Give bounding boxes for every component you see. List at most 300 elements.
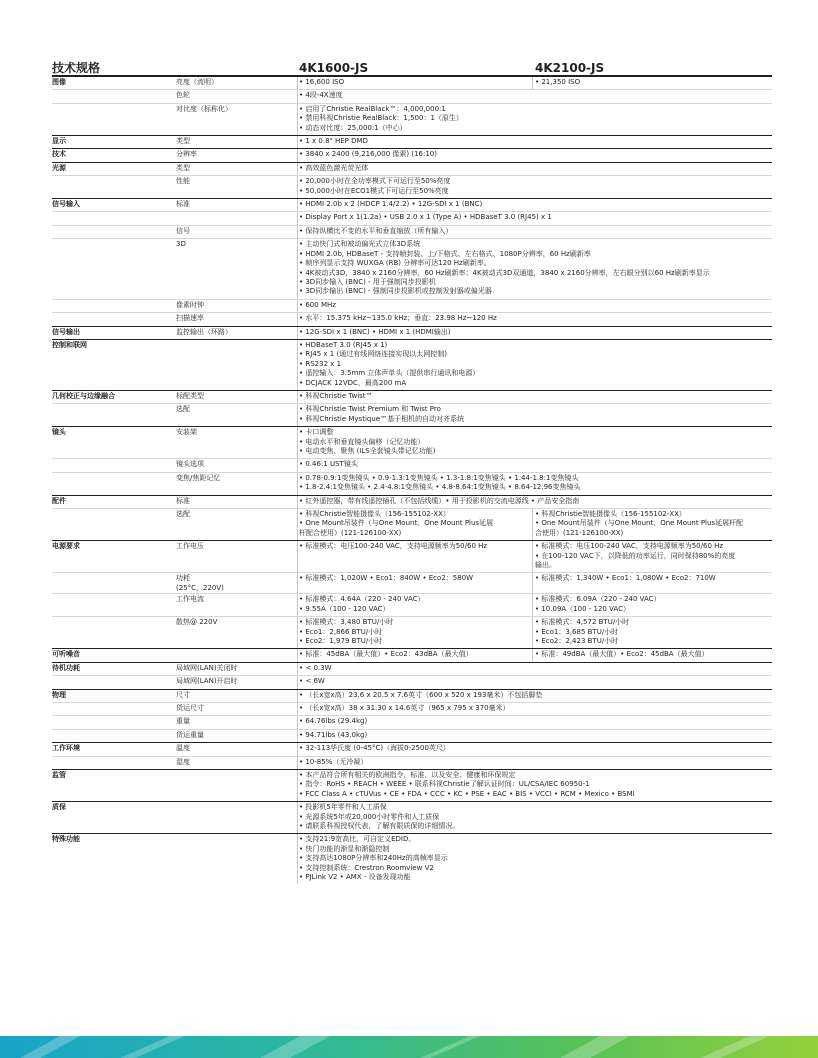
spec-value-shared xyxy=(297,663,772,675)
spec-subcategory xyxy=(176,743,297,755)
spec-value-shared xyxy=(297,676,772,688)
spec-row xyxy=(52,390,772,403)
spec-value-line: • 请联系科视授权代表，了解有限质保的详细情况。 xyxy=(299,822,460,830)
spec-subcategory xyxy=(176,199,297,211)
spec-values xyxy=(297,594,772,616)
spec-subcategory xyxy=(176,716,297,728)
spec-value-line: • 支持控制系统：Crestron Roomview V2 xyxy=(299,863,434,872)
spec-category: 控制和联网 xyxy=(52,340,87,349)
spec-subcategory-label: 亮度（流明） xyxy=(176,78,218,86)
spec-subcategory xyxy=(176,404,297,426)
spec-value-line: • RS232 x 1 xyxy=(299,359,342,368)
spec-value-line: • HDMI 2.0b x 2 (HDCP 1.4/2.2) • 12G-SDI x 1 (BNC) xyxy=(299,200,483,209)
spec-values xyxy=(297,239,772,298)
spec-value-shared xyxy=(297,703,772,715)
spec-subcategory-label: 信号 xyxy=(176,226,190,235)
spec-subcategory-label: 3D xyxy=(176,240,186,249)
spec-value-line: • < 6W xyxy=(299,677,325,686)
spec-values xyxy=(297,163,772,175)
spec-subcategory-label: 功耗 xyxy=(176,574,190,583)
spec-row xyxy=(52,616,772,648)
spec-row xyxy=(52,472,772,495)
spec-row xyxy=(52,211,772,224)
spec-value-line: • 电动水平和垂直镜头偏移（记忆功能） xyxy=(299,437,425,446)
spec-value-line: • 动态对比度：25,000:1（中心） xyxy=(299,123,407,132)
spec-row xyxy=(52,198,772,211)
spec-subcategory-label: 类型 xyxy=(176,137,190,146)
spec-subcategory-label: 标准 xyxy=(176,200,190,209)
model-1-heading: 4K1600-JS xyxy=(299,61,369,75)
spec-value-line: • Eco2：1,979 BTU/小时 xyxy=(299,636,383,645)
spec-subcategory xyxy=(176,427,297,458)
spec-subcategory-label: 货运重量 xyxy=(176,730,204,739)
spec-subcategory-label: 货运尺寸 xyxy=(176,703,204,712)
spec-subcategory xyxy=(176,676,297,688)
spec-value-line: • 94.71lbs (43.0kg) xyxy=(299,730,368,739)
spec-subcategory-label: 散热@ 220V xyxy=(176,618,218,627)
spec-category: 配件 xyxy=(52,496,66,505)
spec-value-line: 合使用）(121-126100-XX) xyxy=(535,528,624,537)
spec-value-shared xyxy=(297,104,772,135)
spec-row xyxy=(52,833,772,884)
spec-values xyxy=(297,459,772,471)
spec-category: 待机功耗 xyxy=(52,663,80,672)
spec-values xyxy=(297,663,772,675)
spec-values xyxy=(297,212,772,224)
spec-value-shared xyxy=(297,834,772,884)
spec-values xyxy=(297,834,772,884)
model-2-heading: 4K2100-JS xyxy=(535,61,605,75)
spec-subcategory xyxy=(176,226,297,238)
spec-value-model-1 xyxy=(297,617,532,648)
spec-category: 图像 xyxy=(52,78,66,86)
spec-value-line: • 1.8-2.4:1变焦镜头 • 2.4-4.8:1变焦镜头 • 4.8-8.64:1变焦镜头 • 8.64-12.96变焦镜头 xyxy=(299,483,581,492)
spec-subcategory xyxy=(176,104,297,135)
spec-subcategory xyxy=(176,730,297,742)
spec-values xyxy=(297,509,772,540)
spec-value-line: • 0.46:1 UST镜头 xyxy=(299,460,358,469)
spec-subcategory xyxy=(176,163,297,175)
spec-row xyxy=(52,225,772,238)
spec-category xyxy=(52,473,176,495)
spec-subcategory xyxy=(176,834,297,884)
spec-subcategory-label: 选配 xyxy=(176,510,190,519)
spec-value-line: • 科视Christie Twist Premium 和 Twist Pro xyxy=(299,405,441,414)
spec-subcategory xyxy=(176,541,297,572)
spec-row xyxy=(52,572,772,593)
spec-values xyxy=(297,541,772,572)
spec-value-line: • 标准模式：4.64A（220 - 240 VAC） xyxy=(299,595,425,604)
spec-value-shared xyxy=(297,757,772,769)
spec-subcategory xyxy=(176,149,297,161)
spec-category xyxy=(52,226,176,238)
spec-subcategory-label: 局域网(LAN)开启时 xyxy=(176,677,238,686)
spec-row xyxy=(52,508,772,540)
spec-value-line: • 投影机5年零件和人工质保 xyxy=(299,803,387,812)
spec-subcategory-label: 监控输出（环路） xyxy=(176,327,232,336)
spec-subcategory xyxy=(176,459,297,471)
spec-subcategory-label: 工作电压 xyxy=(176,542,204,551)
spec-row xyxy=(52,89,772,102)
spec-subcategory-label: 局域网(LAN)关闭时 xyxy=(176,663,238,672)
spec-subcategory xyxy=(176,802,297,833)
spec-value-line: • 标准模式：6.09A（220 - 240 VAC） xyxy=(535,595,661,604)
spec-value-line: • 标准模式：电压100-240 VAC，支持电源频率为50/60 Hz xyxy=(535,542,724,551)
spec-value-shared xyxy=(297,770,772,801)
spec-value-line: • 卡口调整 xyxy=(299,428,334,437)
footer-color-band xyxy=(0,1036,818,1058)
spec-subcategory-label: 工作电流 xyxy=(176,595,204,604)
spec-row xyxy=(52,403,772,426)
spec-value-line: • 12G-SDI x 1 (BNC) • HDMI x 1 (HDMI输出) xyxy=(299,327,451,336)
spec-value-shared xyxy=(297,496,772,508)
spec-value-shared xyxy=(297,340,772,390)
spec-values xyxy=(297,473,772,495)
spec-subcategory xyxy=(176,327,297,339)
spec-category: 可听噪音 xyxy=(52,650,80,659)
spec-subcategory xyxy=(176,594,297,616)
spec-values xyxy=(297,404,772,426)
spec-subcategory xyxy=(176,313,297,325)
spec-row xyxy=(52,162,772,175)
spec-value-model-1 xyxy=(297,541,532,572)
spec-category: 几何校正与边缘融合 xyxy=(52,391,115,400)
spec-values xyxy=(297,617,772,648)
spec-value-shared xyxy=(297,459,772,471)
spec-subcategory xyxy=(176,90,297,102)
spec-subcategory-label: 分辨率 xyxy=(176,150,197,159)
spec-row xyxy=(52,426,772,458)
spec-values xyxy=(297,149,772,161)
spec-value-shared xyxy=(297,743,772,755)
spec-subcategory xyxy=(176,212,297,224)
spec-subcategory xyxy=(176,77,297,89)
spec-subcategory xyxy=(176,770,297,801)
spec-row xyxy=(52,540,772,572)
spec-values xyxy=(297,757,772,769)
spec-row xyxy=(52,299,772,312)
spec-category: 电源要求 xyxy=(52,542,80,551)
spec-row xyxy=(52,312,772,325)
spec-row xyxy=(52,148,772,161)
spec-value-shared xyxy=(297,730,772,742)
spec-value-line: • 10.09A（100 - 120 VAC） xyxy=(535,604,630,613)
spec-row xyxy=(52,458,772,471)
spec-value-line: • 3D同步输出 (BNC) - 强制同步投影机或控制发射器或偏光器 xyxy=(299,287,492,296)
spec-value-shared xyxy=(297,391,772,403)
spec-category: 信号输入 xyxy=(52,200,80,209)
spec-value-line: • Eco2：2,423 BTU/小时 xyxy=(535,636,619,645)
spec-subcategory xyxy=(176,617,297,648)
spec-subcategory xyxy=(176,509,297,540)
spec-value-shared xyxy=(297,176,772,198)
spec-value-line: • 4段-4X速度 xyxy=(299,91,343,100)
spec-values xyxy=(297,676,772,688)
spec-category: 信号输出 xyxy=(52,327,80,336)
spec-subcategory xyxy=(176,496,297,508)
spec-row xyxy=(52,715,772,728)
spec-values xyxy=(297,104,772,135)
spec-subcategory-label: 扫描速率 xyxy=(176,314,204,323)
spec-subcategory xyxy=(176,340,297,390)
spec-values xyxy=(297,77,772,89)
spec-value-model-1 xyxy=(297,594,532,616)
spec-row xyxy=(52,339,772,390)
spec-value-line: • 高效蓝色激光荧光体 xyxy=(299,163,369,172)
spec-value-line: • 标准模式：电压100-240 VAC，支持电源频率为50/60 Hz xyxy=(299,542,488,551)
spec-value-model-2 xyxy=(532,509,772,540)
spec-category xyxy=(52,313,176,325)
spec-values xyxy=(297,770,772,801)
spec-row xyxy=(52,238,772,298)
spec-values xyxy=(297,327,772,339)
spec-category: 显示 xyxy=(52,137,66,146)
spec-value-model-2 xyxy=(532,77,772,89)
spec-row xyxy=(52,648,772,661)
spec-value-shared xyxy=(297,136,772,148)
spec-category xyxy=(52,617,176,648)
spec-value-line: • 标准模式：1,340W • Eco1：1,080W • Eco2：710W xyxy=(535,574,716,583)
spec-subcategory-label: 温度 xyxy=(176,744,190,753)
spec-value-shared xyxy=(297,226,772,238)
spec-subcategory xyxy=(176,473,297,495)
spec-value-line: • < 0.3W xyxy=(299,663,332,672)
spec-values xyxy=(297,90,772,102)
spec-row xyxy=(52,495,772,508)
spec-value-line: • 10-85%（无冷凝） xyxy=(299,757,368,766)
spec-value-line: • PJLink V2 • AMX - 设备发现功能 xyxy=(299,873,411,882)
spec-row xyxy=(52,662,772,675)
spec-values xyxy=(297,391,772,403)
spec-values xyxy=(297,496,772,508)
spec-values xyxy=(297,802,772,833)
spec-value-line: • 标准：49dBA（最大值）• Eco2：45dBA（最大值） xyxy=(535,650,709,659)
spec-value-shared xyxy=(297,199,772,211)
spec-value-line: • HDBaseT 3.0 (RJ45 x 1) xyxy=(299,340,388,349)
spec-values xyxy=(297,313,772,325)
spec-value-line: • FCC Class A • cTUVus • CE • FDA • CCC • KC • PSE • EAC • BIS • VCCI • RCM • Mexico • BSMI xyxy=(299,789,635,798)
spec-values xyxy=(297,716,772,728)
spec-value-line: • 快门功能的渐显和渐隐控制 xyxy=(299,844,390,853)
spec-value-model-2 xyxy=(532,594,772,616)
spec-category xyxy=(52,404,176,426)
spec-value-shared xyxy=(297,427,772,458)
spec-subcategory xyxy=(176,391,297,403)
spec-value-line: • 科视Christie智能摄像头（156-155102-XX） xyxy=(299,510,450,519)
spec-category xyxy=(52,239,176,298)
spec-category xyxy=(52,594,176,616)
spec-value-model-2 xyxy=(532,541,772,572)
spec-subcategory-note: (25°C，220V) xyxy=(176,583,224,592)
spec-value-line: 杆配合使用）(121-126100-XX) xyxy=(299,528,402,537)
spec-subcategory xyxy=(176,300,297,312)
spec-category xyxy=(52,757,176,769)
spec-value-line: • 红外遥控器，带有线遥控插孔（不包括线缆）• 用于投影机的交流电源线 • 产品安全指南 xyxy=(299,496,580,505)
spec-subcategory-label: 对比度（标称化） xyxy=(176,104,232,113)
spec-value-line: • 标准模式：4,572 BTU/小时 xyxy=(535,618,630,627)
spec-value-line: • 0.78-0.9:1变焦镜头 • 0.9-1.3:1变焦镜头 • 1.3-1.8:1变焦镜头 • 1.44-1.8:1变焦镜头 xyxy=(299,473,579,482)
spec-category xyxy=(52,90,176,102)
spec-category xyxy=(52,716,176,728)
spec-value-line: • 21,350 ISO xyxy=(535,78,581,86)
spec-values xyxy=(297,690,772,702)
spec-category: 特殊功能 xyxy=(52,835,80,844)
spec-value-shared xyxy=(297,239,772,298)
spec-value-model-2 xyxy=(532,573,772,593)
spec-category: 质保 xyxy=(52,803,66,812)
spec-category: 镜头 xyxy=(52,428,66,437)
spec-category xyxy=(52,509,176,540)
spec-category: 物理 xyxy=(52,690,66,699)
spec-value-line: • （长x宽x高）23.6 x 20.5 x 7.6英寸（600 x 520 x 193毫米）不包括脚垫 xyxy=(299,690,543,699)
spec-row xyxy=(52,675,772,688)
spec-values xyxy=(297,573,772,593)
spec-subcategory-label: 尺寸 xyxy=(176,690,190,699)
spec-value-line: • 遥控输入：3.5mm 立体声单头（提供串行通讯和电源） xyxy=(299,369,480,378)
spec-value-line: • 600 MHz xyxy=(299,300,336,309)
spec-value-line: • RJ45 x 1 (通过有线网络连接实现以太网控制) xyxy=(299,350,447,359)
spec-value-line: • DCJACK 12VDC，最高200 mA xyxy=(299,378,407,387)
spec-category xyxy=(52,573,176,593)
spec-values xyxy=(297,703,772,715)
spec-value-line: • 支持高达1080P分辨率和240Hz的高帧率显示 xyxy=(299,854,448,863)
spec-value-line: • 帧序列显示支持 WUXGA (RB) 分辨率可达120 Hz刷新率。 xyxy=(299,259,491,268)
spec-value-shared xyxy=(297,313,772,325)
spec-subcategory xyxy=(176,649,297,661)
spec-row xyxy=(52,689,772,702)
spec-row xyxy=(52,756,772,769)
spec-value-line: • Display Port x 1(1.2a) • USB 2.0 x 1 (Type A) • HDBaseT 3.0 (RJ45) x 1 xyxy=(299,213,552,222)
spec-row xyxy=(52,742,772,755)
spec-value-shared xyxy=(297,212,772,224)
spec-value-line: • 在100-120 VAC下，以降低的功率运行，同时保持80%的亮度 xyxy=(535,551,736,560)
spec-header xyxy=(52,58,772,76)
spec-value-shared xyxy=(297,163,772,175)
spec-values xyxy=(297,649,772,661)
spec-value-line: • 光源系统5年或20,000小时零件和人工质保 xyxy=(299,812,440,821)
spec-subcategory xyxy=(176,690,297,702)
page-title: 技术规格 xyxy=(52,61,101,75)
spec-values xyxy=(297,427,772,458)
spec-value-shared xyxy=(297,300,772,312)
spec-values xyxy=(297,340,772,390)
spec-value-line: • 水平：15.375 kHz~135.0 kHz；垂直：23.98 Hz~120 Hz xyxy=(299,314,497,323)
spec-subcategory-label: 湿度 xyxy=(176,757,190,766)
spec-sheet xyxy=(52,58,772,884)
spec-value-line: • 9.55A（100 - 120 VAC） xyxy=(299,604,390,613)
spec-category: 监管 xyxy=(52,770,66,779)
spec-value-line: • 1 x 0.8" HEP DMD xyxy=(299,137,368,146)
spec-value-shared xyxy=(297,90,772,102)
spec-value-line: • 20,000小时在全功率模式下可运行至50%亮度 xyxy=(299,177,451,186)
spec-row xyxy=(52,103,772,135)
spec-value-line: • 3D同步输入 (BNC) - 用于强制同步投影机 xyxy=(299,277,436,286)
spec-value-line: • 科视Christie智能摄像头（156-155102-XX） xyxy=(535,510,686,519)
spec-value-line: • 启用了Christie RealBlack™：4,000,000:1 xyxy=(299,104,446,113)
spec-value-line: • One Mount吊装件（与One Mount、One Mount Plus延展 xyxy=(299,519,494,528)
spec-row xyxy=(52,76,772,89)
spec-value-shared xyxy=(297,404,772,426)
spec-value-shared xyxy=(297,473,772,495)
spec-subcategory-label: 性能 xyxy=(176,177,190,186)
spec-subcategory-label: 标配类型 xyxy=(176,391,204,400)
spec-subcategory-label: 镜头选项 xyxy=(176,460,204,469)
spec-values xyxy=(297,199,772,211)
spec-subcategory-label: 变焦/焦距记忆 xyxy=(176,473,221,482)
spec-subcategory xyxy=(176,703,297,715)
spec-value-shared xyxy=(297,690,772,702)
spec-row xyxy=(52,801,772,833)
spec-category xyxy=(52,459,176,471)
spec-values xyxy=(297,300,772,312)
spec-table xyxy=(52,76,772,884)
spec-row xyxy=(52,769,772,801)
spec-subcategory-label: 选配 xyxy=(176,405,190,414)
spec-category xyxy=(52,730,176,742)
spec-value-line: • 64.76lbs (29.4kg) xyxy=(299,717,368,726)
spec-category xyxy=(52,703,176,715)
spec-value-line: • 支持21:9宽高比，可自定义EDID。 xyxy=(299,835,416,844)
spec-value-line: • 32-113华氏度 (0-45°C)（海拔0-2500英尺） xyxy=(299,744,450,753)
spec-value-shared xyxy=(297,716,772,728)
spec-subcategory xyxy=(176,176,297,198)
spec-category: 工作环境 xyxy=(52,744,80,753)
spec-subcategory-label: 类型 xyxy=(176,163,190,172)
spec-subcategory-label: 标准 xyxy=(176,496,190,505)
spec-value-line: • Eco1：2,866 BTU/小时 xyxy=(299,627,383,636)
spec-values xyxy=(297,136,772,148)
spec-subcategory xyxy=(176,757,297,769)
spec-row xyxy=(52,729,772,742)
spec-subcategory xyxy=(176,136,297,148)
spec-value-model-2 xyxy=(532,649,772,661)
spec-value-line: • 标准：45dBA（最大值）• Eco2：43dBA（最大值） xyxy=(299,650,473,659)
spec-values xyxy=(297,176,772,198)
spec-value-line: • 保持纵横比不变的水平和垂直缩放（所有输入） xyxy=(299,226,453,235)
spec-category xyxy=(52,676,176,688)
spec-value-line: • 指令：RoHS • REACH • WEEE • 联系科视Christie了解认证时间：UL/CSA/IEC 60950-1 xyxy=(299,780,590,789)
spec-value-line: • 电动变焦、聚焦 (ILS全套镜头带记忆功能) xyxy=(299,447,436,455)
spec-category xyxy=(52,176,176,198)
spec-subcategory-label: 色轮 xyxy=(176,91,190,100)
spec-category xyxy=(52,104,176,135)
spec-value-line: • HDMI 2.0b, HDBaseT - 支持帧封装、上/下格式、左右格式、1080P分辨率，60 Hz刷新率 xyxy=(299,249,591,258)
spec-subcategory xyxy=(176,573,297,593)
spec-value-line: • 标准模式：1,020W • Eco1：840W • Eco2：580W xyxy=(299,574,474,583)
spec-value-line: • 标准模式：3,480 BTU/小时 xyxy=(299,618,394,627)
spec-category xyxy=(52,212,176,224)
spec-value-line: • 科视Christie Mystique™基于相机的自动对齐系统 xyxy=(299,414,465,423)
spec-value-model-1 xyxy=(297,573,532,593)
spec-value-line: • 科视Christie Twist™ xyxy=(299,391,373,400)
spec-value-model-1 xyxy=(297,77,532,89)
spec-value-line: • 禁用科视Christie RealBlack：1,500：1（原生） xyxy=(299,114,463,123)
spec-value-shared xyxy=(297,327,772,339)
spec-value-line: • 50,000小时在ECO1模式下可运行至50%亮度 xyxy=(299,186,449,195)
spec-value-shared xyxy=(297,149,772,161)
spec-category: 技术 xyxy=(52,150,66,159)
spec-subcategory-label: 重量 xyxy=(176,717,190,726)
spec-row xyxy=(52,593,772,616)
spec-value-line: • 本产品符合所有相关的欧洲指令、标准，以及安全、健康和环保规定 xyxy=(299,770,516,779)
spec-row xyxy=(52,702,772,715)
spec-value-line: 输出。 xyxy=(535,561,556,570)
spec-value-line: • 4K被动式3D，3840 x 2160分辨率，60 Hz刷新率；4K被动式3D双通道，3840 x 2160分辨率，左右眼分别以60 Hz刷新率显示 xyxy=(299,268,710,277)
spec-value-line: • 16,600 ISO xyxy=(299,78,345,86)
spec-subcategory-label: 安装架 xyxy=(176,428,197,437)
spec-row xyxy=(52,326,772,339)
spec-values xyxy=(297,743,772,755)
